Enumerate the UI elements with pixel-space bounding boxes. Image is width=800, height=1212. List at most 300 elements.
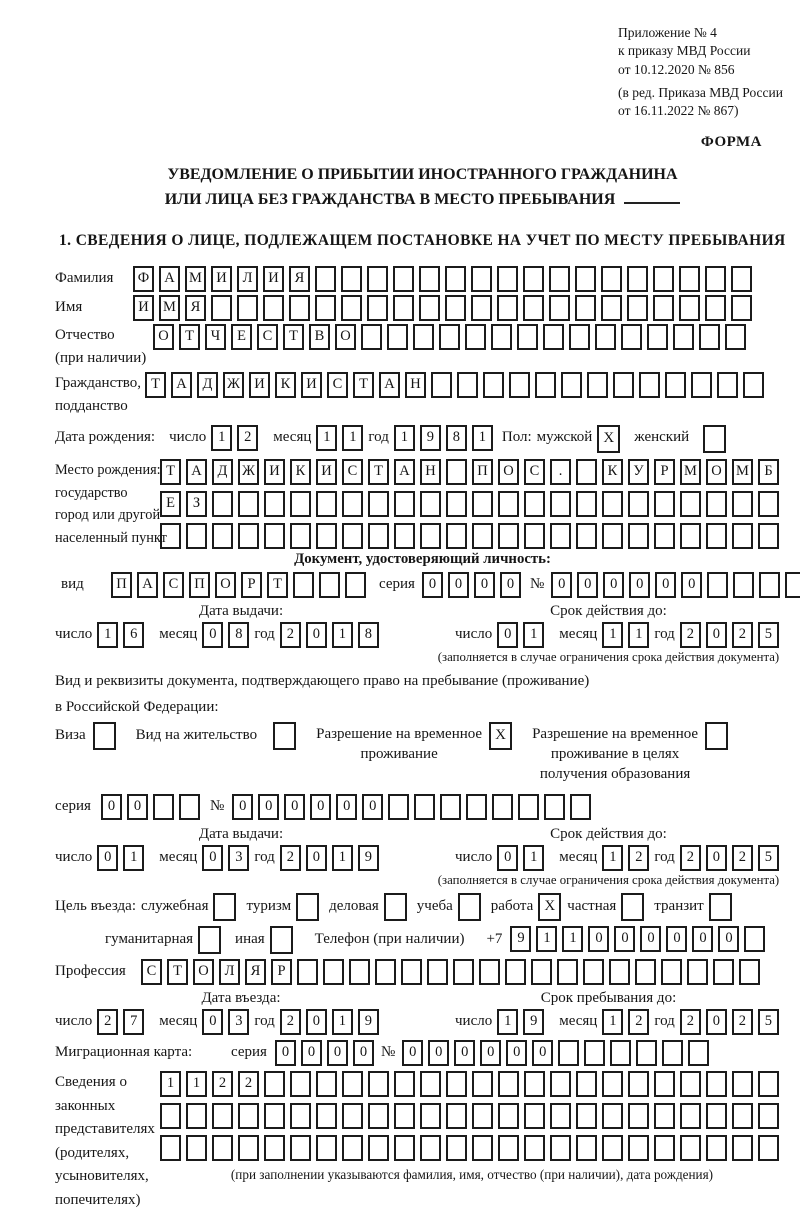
form-cell	[524, 1135, 545, 1161]
form-cell	[505, 959, 526, 985]
form-cell: 0	[551, 572, 572, 598]
form-cell	[639, 372, 660, 398]
form-cell	[341, 266, 362, 292]
form-cell: 1	[497, 1009, 518, 1035]
form-cell	[212, 523, 233, 549]
form-cell	[420, 1103, 441, 1129]
patronymic-row	[55, 324, 790, 369]
form-cell	[758, 1103, 779, 1129]
residence-issue-year-label: год	[254, 849, 275, 866]
entry-day-label: число	[55, 1013, 93, 1030]
residence-issue-date	[55, 845, 427, 871]
form-cell	[575, 266, 596, 292]
phone-prefix: +7	[486, 931, 503, 948]
form-cell: И	[316, 459, 337, 485]
surname-label: Фамилия	[55, 270, 114, 287]
form-cell: 1	[536, 926, 557, 952]
form-cell	[238, 1103, 259, 1129]
form-cell: 0	[532, 1040, 553, 1066]
birth-place-label-line3: город или другой	[55, 507, 161, 524]
form-cell	[457, 372, 478, 398]
form-cell: 1	[211, 425, 232, 451]
valid-day-label: число	[455, 626, 493, 643]
form-cell	[445, 266, 466, 292]
form-cell: 0	[497, 622, 518, 648]
form-cell	[732, 1103, 753, 1129]
form-cell	[368, 1103, 389, 1129]
form-cell: К	[290, 459, 311, 485]
form-cell	[342, 1135, 363, 1161]
stay-until-heading: Срок пребывания до:	[540, 990, 677, 1007]
form-cell	[628, 523, 649, 549]
form-cell: 2	[280, 622, 301, 648]
form-cell: 0	[353, 1040, 374, 1066]
form-cell	[653, 295, 674, 321]
form-cell: 0	[506, 1040, 527, 1066]
temp-permit-checkbox: X	[489, 722, 512, 750]
phone-label: Телефон (при наличии)	[314, 931, 465, 948]
form-cell	[368, 491, 389, 517]
form-cell: 0	[284, 794, 305, 820]
form-cell: Т	[179, 324, 200, 350]
form-cell: 0	[310, 794, 331, 820]
form-cell: 1	[602, 845, 623, 871]
citizenship-label	[55, 372, 145, 417]
representatives-label-line3: представителях	[55, 1121, 155, 1138]
form-cell	[673, 324, 694, 350]
patronymic-label-line2: (при наличии)	[55, 349, 147, 366]
representatives-label-line5: усыновителях,	[55, 1168, 149, 1185]
form-cell	[160, 523, 181, 549]
purpose-other-label: иная	[235, 931, 265, 948]
temp-permit-line1: Разрешение на временное	[316, 726, 483, 743]
surname-row	[55, 266, 790, 292]
patronymic-label-line1: Отчество	[55, 327, 115, 344]
form-cell: 1	[602, 1009, 623, 1035]
form-cell: 0	[629, 572, 650, 598]
residence-permit-checkbox	[273, 722, 296, 750]
visit-purpose-label: Цель въезда:	[55, 898, 136, 915]
valid-month-cells	[602, 622, 654, 648]
form-cell	[601, 295, 622, 321]
form-cell	[238, 523, 259, 549]
visa-label: Виза	[55, 727, 86, 744]
residence-valid-day-cells	[497, 845, 549, 871]
form-cell	[665, 372, 686, 398]
form-cell	[393, 266, 414, 292]
form-cell	[758, 1071, 779, 1097]
representatives-note: (при заполнении указываются фамилия, имя, отчество (при наличии), дата рождения)	[230, 1167, 714, 1183]
form-cell: 1	[97, 622, 118, 648]
form-cell	[491, 324, 512, 350]
edu-permit-line1: Разрешение на временное	[532, 726, 699, 743]
form-cell: О	[215, 572, 236, 598]
form-cell: Я	[245, 959, 266, 985]
form-cell	[587, 372, 608, 398]
form-cell: 0	[603, 572, 624, 598]
form-cell	[497, 266, 518, 292]
form-cell: 0	[97, 845, 118, 871]
form-cell: С	[524, 459, 545, 485]
form-cell	[446, 523, 467, 549]
form-cell: А	[137, 572, 158, 598]
form-cell	[705, 266, 726, 292]
form-cell	[550, 523, 571, 549]
form-cell	[316, 491, 337, 517]
birth-place-label-line1: Место рождения:	[55, 462, 161, 479]
form-cell	[420, 1071, 441, 1097]
form-cell: 0	[306, 845, 327, 871]
residence-doc-intro2: в Российской Федерации:	[55, 699, 219, 716]
form-cell: .	[550, 459, 571, 485]
form-cell	[414, 794, 435, 820]
form-cell: 2	[628, 1009, 649, 1035]
form-cell: 0	[336, 794, 357, 820]
form-cell	[707, 572, 728, 598]
form-cell: П	[111, 572, 132, 598]
form-cell: Р	[241, 572, 262, 598]
form-cell	[731, 266, 752, 292]
form-cell	[524, 523, 545, 549]
form-cell	[531, 959, 552, 985]
form-cell: 0	[454, 1040, 475, 1066]
form-cell: 2	[628, 845, 649, 871]
form-cell	[367, 266, 388, 292]
residence-valid-month-label: месяц	[559, 849, 598, 866]
form-cell: 0	[306, 1009, 327, 1035]
purpose-humanitarian-checkbox	[198, 926, 221, 954]
identity-doc-issue-date	[55, 622, 427, 648]
form-cell: 0	[655, 572, 676, 598]
form-cell	[446, 1135, 467, 1161]
representatives-cells-row2	[160, 1103, 784, 1129]
entry-month-label: месяц	[159, 1013, 198, 1030]
temp-permit-line2: проживание	[360, 746, 438, 763]
form-cell	[472, 1103, 493, 1129]
form-cell: 0	[258, 794, 279, 820]
residence-valid-year-cells	[680, 845, 784, 871]
form-cell: О	[153, 324, 174, 350]
entry-year-label: год	[254, 1013, 275, 1030]
visa-checkbox	[93, 722, 116, 750]
appendix-line-2: к приказу МВД России	[618, 43, 751, 59]
valid-month-label: месяц	[559, 626, 598, 643]
form-cell	[342, 523, 363, 549]
form-cell	[316, 1135, 337, 1161]
form-cell	[498, 1135, 519, 1161]
form-cell: 1	[123, 845, 144, 871]
form-cell: 0	[275, 1040, 296, 1066]
edu-permit-label	[532, 722, 698, 784]
form-cell: 5	[758, 622, 779, 648]
form-cell: Я	[185, 295, 206, 321]
residence-series-cells	[101, 794, 205, 820]
firstname-label: Имя	[55, 299, 83, 316]
form-cell	[576, 491, 597, 517]
citizenship-row	[55, 372, 790, 417]
form-cell: К	[602, 459, 623, 485]
migration-card-label: Миграционная карта:	[55, 1044, 193, 1061]
form-cell: С	[163, 572, 184, 598]
form-cell	[517, 324, 538, 350]
form-cell	[601, 266, 622, 292]
profession-label: Профессия	[55, 963, 126, 980]
form-cell: 1	[332, 1009, 353, 1035]
form-cell	[316, 1103, 337, 1129]
form-cell	[290, 1103, 311, 1129]
form-cell	[739, 959, 760, 985]
form-cell: 5	[758, 845, 779, 871]
form-cell	[498, 523, 519, 549]
stay-month-cells	[602, 1009, 654, 1035]
profession-cells	[141, 959, 765, 985]
identity-doc-row	[55, 572, 790, 598]
form-cell	[561, 372, 582, 398]
birth-date-row	[55, 425, 790, 453]
issue-year-label: год	[254, 626, 275, 643]
patronymic-cells	[153, 324, 751, 350]
form-cell: 0	[692, 926, 713, 952]
form-cell	[576, 1071, 597, 1097]
purpose-transit-label: транзит	[654, 898, 704, 915]
form-cell: 8	[358, 622, 379, 648]
purpose-private-checkbox	[621, 893, 644, 921]
identity-doc-series-cells	[422, 572, 526, 598]
representatives-cells-2	[160, 1103, 784, 1129]
form-cell: 1	[562, 926, 583, 952]
identity-doc-series-label: серия	[379, 576, 415, 593]
form-cell: Ч	[205, 324, 226, 350]
identity-doc-valid-date	[427, 622, 790, 648]
form-cell	[759, 572, 780, 598]
form-cell: 1	[332, 845, 353, 871]
form-cell: 2	[732, 1009, 753, 1035]
issue-year-cells	[280, 622, 384, 648]
form-cell	[680, 1071, 701, 1097]
form-cell	[785, 572, 800, 598]
sex-female-checkbox	[703, 425, 726, 453]
form-cell: Д	[197, 372, 218, 398]
form-cell: А	[159, 266, 180, 292]
form-cell	[680, 1135, 701, 1161]
form-cell: П	[472, 459, 493, 485]
birth-place-label	[55, 459, 167, 549]
form-cell	[758, 523, 779, 549]
birth-place-cells-1	[160, 459, 784, 485]
form-cell	[680, 523, 701, 549]
appendix-line-1: Приложение № 4	[618, 25, 717, 40]
form-cell	[446, 459, 467, 485]
form-cell	[394, 1103, 415, 1129]
identity-doc-issue-col	[55, 603, 427, 665]
form-cell	[680, 1103, 701, 1129]
form-label: ФОРМА	[700, 133, 762, 150]
form-cell	[342, 491, 363, 517]
identity-doc-valid-col	[427, 603, 790, 665]
form-cell	[602, 1135, 623, 1161]
representatives-row	[55, 1071, 790, 1212]
form-cell	[212, 1103, 233, 1129]
form-cell	[628, 1135, 649, 1161]
form-cell: 0	[362, 794, 383, 820]
form-cell: И	[263, 266, 284, 292]
form-cell	[654, 1071, 675, 1097]
form-cell	[636, 1040, 657, 1066]
stay-year-cells	[680, 1009, 784, 1035]
form-cell: 1	[602, 622, 623, 648]
form-cell: З	[186, 491, 207, 517]
form-cell	[238, 491, 259, 517]
form-cell	[212, 1135, 233, 1161]
form-cell: 0	[497, 845, 518, 871]
form-cell	[401, 959, 422, 985]
form-cell: 0	[577, 572, 598, 598]
form-cell	[472, 1135, 493, 1161]
form-cell	[264, 1071, 285, 1097]
representatives-cells	[160, 1071, 784, 1183]
residence-valid-date	[427, 845, 790, 871]
form-cell	[523, 266, 544, 292]
form-cell: 6	[123, 622, 144, 648]
form-cell	[602, 523, 623, 549]
form-cell: П	[189, 572, 210, 598]
form-cell	[264, 1135, 285, 1161]
identity-doc-valid-heading: Срок действия до:	[550, 603, 667, 620]
form-cell	[342, 1071, 363, 1097]
form-cell	[367, 295, 388, 321]
birth-place-row	[55, 459, 790, 549]
birth-year-cells	[394, 425, 498, 451]
form-cell: 1	[186, 1071, 207, 1097]
birth-day-label: число	[169, 429, 207, 446]
form-cell	[446, 491, 467, 517]
form-cell: 8	[446, 425, 467, 451]
firstname-row	[55, 295, 790, 321]
form-cell	[699, 324, 720, 350]
form-cell: Р	[654, 459, 675, 485]
sex-label: Пол:	[501, 429, 532, 446]
form-cell: 2	[732, 622, 753, 648]
form-cell	[160, 1135, 181, 1161]
form-cell: 0	[327, 1040, 348, 1066]
purpose-other-checkbox	[270, 926, 293, 954]
form-cell: 9	[420, 425, 441, 451]
form-cell	[394, 1071, 415, 1097]
form-cell: С	[141, 959, 162, 985]
form-cell: Т	[160, 459, 181, 485]
form-cell	[733, 572, 754, 598]
form-cell	[569, 324, 590, 350]
form-cell	[238, 1135, 259, 1161]
residence-issue-heading: Дата выдачи:	[198, 826, 284, 843]
form-cell	[725, 324, 746, 350]
form-cell	[153, 794, 174, 820]
form-cell: 5	[758, 1009, 779, 1035]
form-cell	[315, 266, 336, 292]
form-cell: У	[628, 459, 649, 485]
form-cell	[549, 266, 570, 292]
form-cell: М	[185, 266, 206, 292]
form-cell	[368, 1135, 389, 1161]
form-cell: 9	[358, 845, 379, 871]
form-cell: 0	[448, 572, 469, 598]
form-cell	[628, 1103, 649, 1129]
stay-day-label: число	[455, 1013, 493, 1030]
form-cell	[394, 523, 415, 549]
identity-doc-kind-cells	[111, 572, 371, 598]
birth-place-cells-row2	[160, 491, 784, 517]
form-cell: 2	[280, 1009, 301, 1035]
issue-day-label: число	[55, 626, 93, 643]
form-cell	[264, 523, 285, 549]
form-cell: Т	[368, 459, 389, 485]
form-cell: И	[211, 266, 232, 292]
form-cell: С	[327, 372, 348, 398]
form-cell: 1	[316, 425, 337, 451]
identity-doc-number-label: №	[529, 576, 545, 593]
purpose-official-checkbox	[213, 893, 236, 921]
form-cell	[431, 372, 452, 398]
form-cell: 0	[301, 1040, 322, 1066]
form-cell: 2	[680, 845, 701, 871]
appendix-line-5: от 16.11.2022 № 867)	[618, 103, 739, 119]
form-cell: Л	[237, 266, 258, 292]
form-cell: 0	[681, 572, 702, 598]
residence-valid-year-label: год	[654, 849, 675, 866]
form-cell	[732, 1135, 753, 1161]
form-cell	[316, 1071, 337, 1097]
form-cell: 0	[232, 794, 253, 820]
profession-row	[55, 959, 790, 985]
form-cell	[691, 372, 712, 398]
residence-issue-month-cells	[202, 845, 254, 871]
form-cell	[679, 295, 700, 321]
form-cell: 2	[238, 1071, 259, 1097]
form-cell: 0	[718, 926, 739, 952]
purpose-tourism-checkbox	[296, 893, 319, 921]
residence-doc-intro1: Вид и реквизиты документа, подтверждающего право на пребывание (проживание)	[55, 673, 590, 690]
form-cell	[368, 523, 389, 549]
form-cell	[509, 372, 530, 398]
edu-permit-line2: проживание в целях	[550, 746, 680, 763]
form-cell	[583, 959, 604, 985]
form-title	[55, 163, 790, 213]
form-cell	[263, 295, 284, 321]
form-cell: Н	[420, 459, 441, 485]
form-cell	[654, 1135, 675, 1161]
form-cell: А	[379, 372, 400, 398]
purpose-work-checkbox: X	[538, 893, 561, 921]
appendix-header	[618, 24, 790, 121]
form-cell	[323, 959, 344, 985]
blank-underline	[624, 202, 680, 204]
form-cell	[679, 266, 700, 292]
form-cell	[446, 1103, 467, 1129]
form-cell: 0	[306, 622, 327, 648]
form-cell	[662, 1040, 683, 1066]
form-cell: Н	[405, 372, 426, 398]
form-cell: 1	[160, 1071, 181, 1097]
form-cell	[584, 1040, 605, 1066]
form-cell: Ж	[223, 372, 244, 398]
form-cell	[732, 1071, 753, 1097]
birth-day-cells	[211, 425, 263, 451]
purpose-business-checkbox	[384, 893, 407, 921]
firstname-cells	[133, 295, 757, 321]
representatives-cells-3	[160, 1135, 784, 1161]
residence-number-cells	[232, 794, 596, 820]
form-cell	[706, 1071, 727, 1097]
